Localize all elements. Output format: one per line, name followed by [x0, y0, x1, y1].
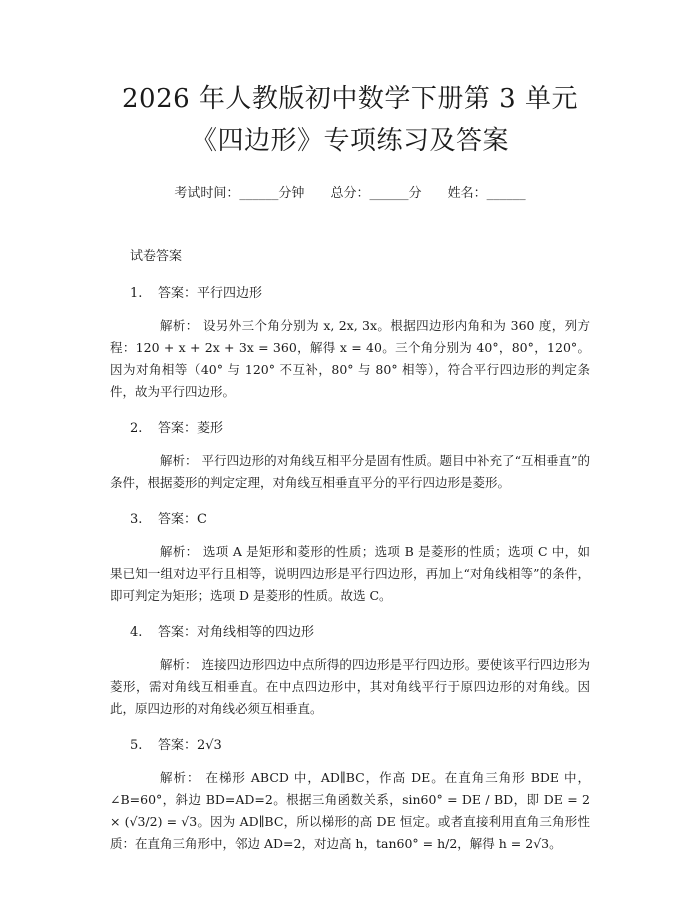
analysis-text: 解析： 在梯形 ABCD 中，AD∥BC，作高 DE。在直角三角形 BDE 中，∠B=60°，斜边 BD=AD=2。根据三角函数关系，sin60° = DE / BD，即 DE = 2 × (√3/2) = √3。因为 AD∥BC，所以梯形的高 DE 恒定。或者直接利用直角三角形性质：在直角三角形中，邻边 AD=2，对边高 h，tan60° = h/2，解得 h = 2√3。 [110, 770, 590, 851]
answer-text: 答案：对角线相等的四边形 [158, 625, 315, 640]
item-number: 5. [130, 738, 143, 753]
exam-score: 总分：______分 [330, 186, 422, 201]
item-number: 2. [130, 421, 143, 436]
answer-item-5 [110, 734, 590, 855]
analysis-text: 解析： 设另外三个角分别为 x, 2x, 3x。根据四边形内角和为 360 度，列方程：120 + x + 2x + 3x = 360，解得 x = 40。三个角分别为 40°，80°，120°。因为对角相等（40° 与 120° 不互补，80° 与 80° 相等），符合平行四边形的判定条件，故为平行四边形。 [110, 318, 590, 399]
item-number: 4. [130, 625, 143, 640]
answer-item-3 [110, 508, 590, 607]
answer-text: 答案：2√3 [158, 738, 222, 753]
answer-text: 答案：平行四边形 [158, 286, 263, 301]
answer-item-1 [110, 282, 590, 403]
item-number: 1. [130, 286, 143, 301]
answer-item-4 [110, 621, 590, 720]
exam-time: 考试时间：______分钟 [174, 186, 305, 201]
exam-meta [110, 182, 590, 201]
analysis-text: 解析： 平行四边形的对角线互相平分是固有性质。题目中补充了“互相垂直”的条件，根据菱形的判定定理，对角线互相垂直平分的平行四边形是菱形。 [110, 453, 590, 490]
analysis-text: 解析： 连接四边形四边中点所得的四边形是平行四边形。要使该平行四边形为菱形，需对角线互相垂直。在中点四边形中，其对角线平行于原四边形的对角线。因此，原四边形的对角线必须互相垂直。 [110, 657, 590, 716]
answer-text: 答案：C [158, 512, 207, 527]
answer-text: 答案：菱形 [158, 421, 224, 436]
answer-list [110, 282, 590, 855]
section-heading: 试卷答案 [130, 249, 183, 264]
answer-item-2 [110, 417, 590, 494]
analysis-text: 解析： 选项 A 是矩形和菱形的性质；选项 B 是菱形的性质；选项 C 中，如果已知一组对边平行且相等，说明四边形是平行四边形，再加上“对角线相等”的条件，即可判定为矩形；选项 D 是菱形的性质。故选 C。 [110, 544, 590, 603]
exam-name: 姓名：______ [447, 186, 526, 201]
item-number: 3. [130, 512, 143, 527]
page-title: 2026 年人教版初中数学下册第 3 单元《四边形》专项练习及答案 [121, 84, 578, 156]
